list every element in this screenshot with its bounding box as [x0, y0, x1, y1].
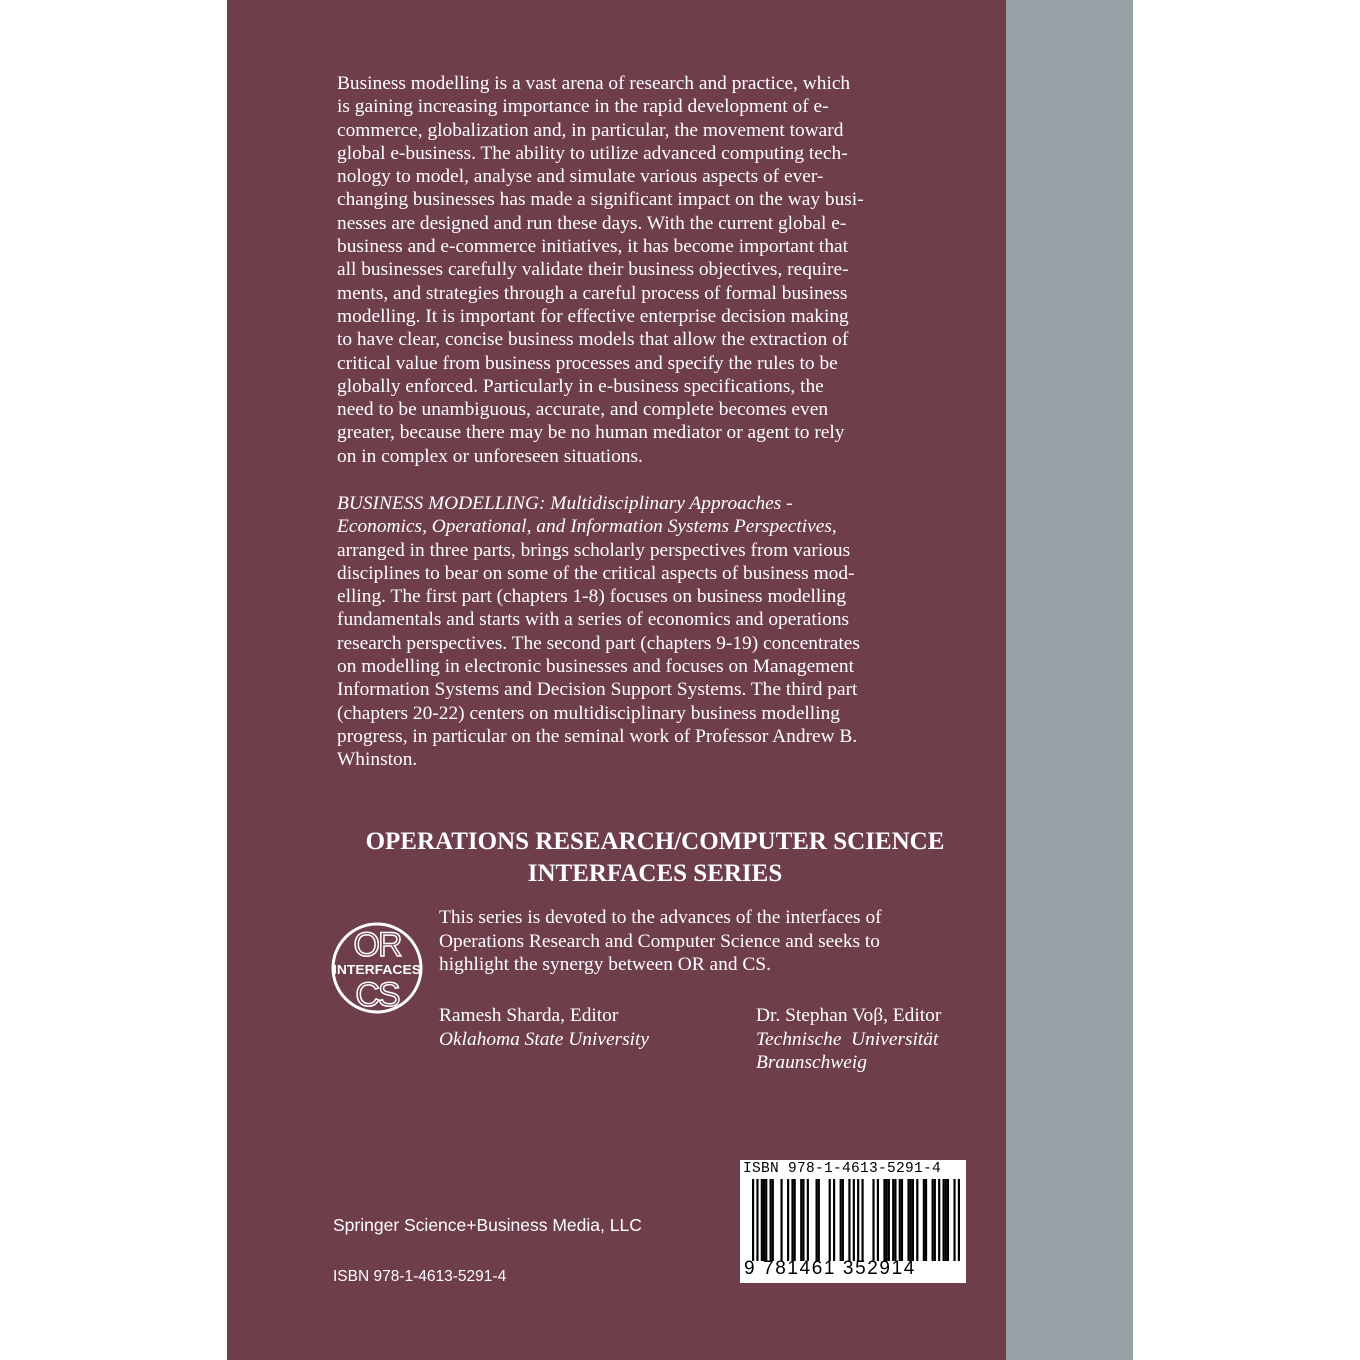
publisher-name: Springer Science+Business Media, LLC [333, 1215, 642, 1235]
barcode-bar [763, 1179, 765, 1261]
barcode-bar [802, 1179, 804, 1261]
series-title-line-2: INTERFACES SERIES [527, 860, 783, 887]
barcode-bar [923, 1179, 925, 1261]
blurb-line: critical value from business processes and specify the rules to be [337, 352, 838, 374]
barcode-bar [765, 1179, 767, 1261]
barcode-bar [815, 1179, 817, 1261]
blurb-line: elling. The first part (chapters 1-8) focuses on business modelling [337, 586, 847, 608]
barcode-bar [910, 1179, 912, 1261]
blurb-line: global e-business. The ability to utilize advanced computing tech- [337, 142, 848, 164]
barcode-bar [872, 1179, 874, 1261]
barcode-bar [761, 1179, 763, 1261]
barcode-bars [752, 1179, 960, 1261]
barcode-bar [901, 1179, 903, 1261]
blurb-line: need to be unambiguous, accurate, and complete becomes even [337, 399, 829, 421]
blurb-line: nology to model, analyse and simulate various aspects of ever- [337, 166, 824, 188]
barcode-bar [947, 1179, 949, 1261]
logo-interfaces: INTERFACES [333, 962, 422, 977]
barcode-bar [752, 1179, 754, 1261]
blurb-paragraph-2 [337, 492, 959, 772]
blurb-line: (chapters 20-22) centers on multidisciplinary business modelling [337, 702, 840, 724]
series-description-line: Operations Research and Computer Science and seeks to [439, 930, 880, 952]
book-subtitle-line: Economics, Operational, and Information Systems Perspectives [337, 516, 832, 538]
blurb-line: disciplines to bear on some of the critical aspects of business mod- [337, 562, 855, 584]
barcode-bar [942, 1179, 944, 1261]
book-title-line-wrap [337, 515, 959, 538]
blurb-line: globally enforced. Particularly in e-business specifications, the [337, 375, 824, 397]
blurb-line: nesses are designed and run these days. With the current global e- [337, 212, 847, 234]
barcode-bar [791, 1179, 793, 1261]
blurb-line: changing businesses has made a significant impact on the way busi- [337, 189, 864, 211]
barcode-bar [894, 1179, 896, 1261]
editor-2 [756, 1004, 941, 1075]
barcode-bar [861, 1179, 863, 1261]
blurb-line: Business modelling is a vast arena of research and practice, which [337, 73, 851, 94]
book-title-line: BUSINESS MODELLING: Multidisciplinary Approaches - [337, 493, 793, 514]
isbn-text: ISBN 978-1-4613-5291-4 [333, 1268, 507, 1285]
barcode-bar [807, 1179, 809, 1261]
barcode-bar [877, 1179, 879, 1261]
barcode-bar [756, 1179, 758, 1261]
blurb-line: all businesses carefully validate their business objectives, require- [337, 259, 849, 281]
editor-affiliation: Oklahoma State University [439, 1028, 650, 1050]
series-description-line: highlight the synergy between OR and CS. [439, 954, 771, 975]
logo-cs: CS [355, 976, 399, 1014]
barcode-bar [953, 1179, 955, 1261]
barcode-bar [833, 1179, 835, 1261]
barcode-bar [840, 1179, 842, 1261]
barcode-bar [934, 1179, 936, 1261]
barcode-bar [932, 1179, 934, 1261]
barcode-bar [772, 1179, 774, 1261]
barcode-bar [925, 1179, 927, 1261]
blurb-paragraph-1 [337, 72, 959, 468]
barcode-bar [912, 1179, 914, 1261]
barcode-bar [853, 1179, 855, 1261]
blurb-line: arranged in three parts, brings scholarly perspectives from various [337, 539, 851, 561]
blurb-line: Information Systems and Decision Support Systems. The third part [337, 679, 858, 701]
barcode-bar [886, 1179, 888, 1261]
barcode-bar [857, 1179, 859, 1261]
barcode-bar [899, 1179, 901, 1261]
barcode-bar [888, 1179, 890, 1261]
barcode-bar [938, 1179, 940, 1261]
blurb-line: to have clear, concise business models that allow the extraction of [337, 329, 849, 351]
logo-or: OR [353, 926, 401, 964]
blurb-line: progress, in particular on the seminal work of Professor Andrew B. [337, 725, 858, 747]
series-description-line: This series is devoted to the advances of the interfaces of [439, 907, 882, 928]
blurb-line: on modelling in electronic businesses and focuses on Management [337, 656, 854, 678]
comma: , [831, 516, 837, 538]
series-title [310, 826, 1000, 890]
barcode-bar [945, 1179, 947, 1261]
blurb-line: is gaining increasing importance in the rapid development of e- [337, 96, 829, 118]
blurb-line: on in complex or unforeseen situations. [337, 445, 643, 467]
barcode-bar [800, 1179, 802, 1261]
editor-1 [439, 1004, 649, 1051]
blurb-line: research perspectives. The second part (chapters 9-19) concentrates [337, 632, 860, 654]
or-interfaces-cs-logo-icon [330, 908, 424, 1028]
barcode-bar [842, 1179, 844, 1261]
editor-affiliation: Braunschweig [756, 1052, 867, 1073]
isbn-barcode [740, 1160, 966, 1283]
series-description [439, 906, 999, 977]
barcode-bar [892, 1179, 894, 1261]
editor-name: Ramesh Sharda, Editor [439, 1005, 619, 1026]
editor-name: Dr. Stephan Voβ, Editor [756, 1005, 942, 1026]
barcode-digits: 9 781461 352914 [744, 1258, 916, 1279]
barcode-bar [829, 1179, 831, 1261]
barcode-bar [883, 1179, 885, 1261]
blurb-line: greater, because there may be no human mediator or agent to rely [337, 422, 845, 444]
blurb-line: commerce, globalization and, in particular, the movement toward [337, 119, 844, 141]
barcode-bar [848, 1179, 850, 1261]
blurb-line: modelling. It is important for effective enterprise decision making [337, 305, 849, 327]
barcode-bar [770, 1179, 772, 1261]
blurb-line: business and e-commerce initiatives, it has become important that [337, 236, 849, 258]
blurb-line: Whinston. [337, 749, 418, 771]
blurb-line: fundamentals and starts with a series of economics and operations [337, 609, 850, 631]
series-title-line-1: OPERATIONS RESEARCH/COMPUTER SCIENCE [365, 828, 945, 855]
barcode-bar [958, 1179, 960, 1261]
barcode-bar [794, 1179, 796, 1261]
barcode-bar [907, 1179, 909, 1261]
editor-affiliation: Technische Universität [756, 1028, 939, 1050]
barcode-bar [916, 1179, 918, 1261]
barcode-bar [787, 1179, 789, 1261]
barcode-bar [780, 1179, 782, 1261]
spine-edge [1006, 0, 1133, 1360]
barcode-bar [818, 1179, 820, 1261]
barcode-isbn-label: ISBN 978-1-4613-5291-4 [743, 1161, 942, 1177]
blurb-line: ments, and strategies through a careful process of formal business [337, 282, 848, 304]
